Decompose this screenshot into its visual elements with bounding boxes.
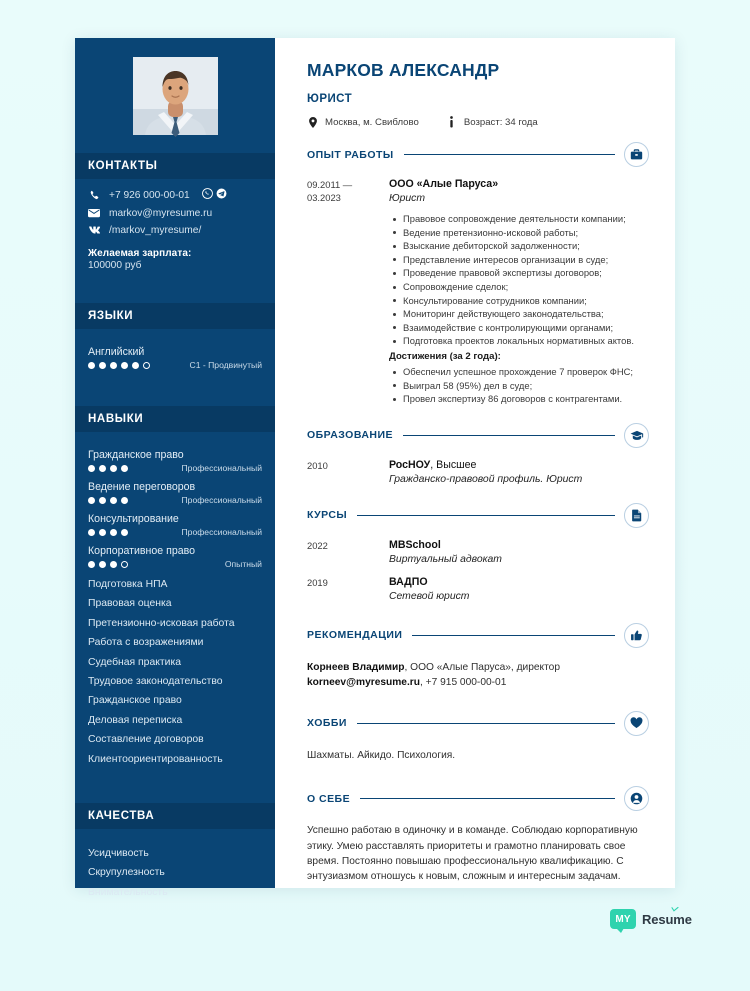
logo-mark-text: MY (615, 913, 631, 925)
rating-dots (88, 561, 128, 568)
skill-level: Профессиональный (181, 527, 262, 537)
rating-dot-filled (110, 465, 117, 472)
list-item: Подготовка НПА (88, 579, 168, 590)
contact-phone-value: +7 926 000-00-01 (109, 189, 190, 201)
rating-dot-filled (99, 465, 106, 472)
section-title-experience: ОПЫТ РАБОТЫ (307, 148, 394, 161)
experience-bullets (389, 212, 649, 348)
skill-rating-row (88, 463, 262, 473)
check-tick-icon (671, 907, 679, 913)
course-body (389, 576, 649, 602)
skill-rated-item (88, 449, 262, 473)
course-entry (307, 576, 649, 602)
avatar (133, 57, 218, 135)
rating-dot-filled (88, 529, 95, 536)
vk-icon (88, 224, 100, 236)
recommendation-person-name: Корнеев Владимир (307, 661, 405, 673)
sidebar-section-header-qualities (75, 803, 275, 829)
section-rule (404, 154, 615, 155)
courses-list (307, 539, 649, 602)
course-body (389, 539, 649, 565)
section-header-hobby (307, 711, 649, 736)
heart-icon (624, 711, 649, 736)
meta-row (307, 116, 649, 128)
logo-word (642, 912, 692, 927)
skill-rating-row (88, 559, 262, 569)
hobby-text: Шахматы. Айкидо. Психология. (307, 749, 456, 761)
contact-email[interactable] (88, 207, 262, 219)
job-role: ЮРИСТ (307, 93, 353, 105)
course-program: Сетевой юрист (389, 590, 470, 602)
rating-dot-filled (121, 465, 128, 472)
main-content (275, 38, 675, 888)
section-rule (403, 435, 615, 436)
list-item: Судебная практика (88, 656, 182, 668)
list-item: Клиентоориентированность (88, 753, 223, 765)
experience-body (389, 178, 649, 406)
section-rule (357, 723, 615, 724)
contacts-body (75, 179, 275, 285)
contact-phone[interactable] (88, 188, 262, 202)
list-item: Гражданское право (88, 695, 182, 707)
briefcase-icon (624, 142, 649, 167)
skill-level: Опытный (224, 559, 262, 569)
experience-position: Юрист (389, 193, 426, 204)
list-item: Трудовое законодательство (88, 676, 223, 688)
achievements-title: Достижения (за 2 года): (389, 350, 501, 362)
bullet-item: Правовое сопровождение деятельности компании; (392, 212, 649, 226)
bullet-item: Обеспечил успешное прохождение 7 проверок ФНС; (392, 365, 649, 379)
rating-dot-filled (110, 561, 117, 568)
rating-dot-filled (99, 529, 106, 536)
list-item: Работа с возражениями (88, 637, 204, 649)
rating-dot-empty (121, 561, 128, 568)
envelope-icon (88, 207, 100, 219)
recommendation-contact[interactable] (307, 675, 649, 690)
section-rule (357, 515, 615, 516)
rating-dot-filled (88, 561, 95, 568)
section-header-courses (307, 503, 649, 528)
skill-name: Корпоративное право (88, 545, 196, 557)
skill-rated-item (88, 545, 262, 569)
list-item: Претензионно-исковая работа (88, 617, 235, 629)
skill-rating-row (88, 495, 262, 505)
qualities-body (75, 829, 275, 902)
graduation-cap-icon (624, 423, 649, 448)
telegram-icon[interactable] (216, 188, 227, 202)
skill-level: Профессиональный (181, 495, 262, 505)
rating-dot-filled (121, 497, 128, 504)
whatsapp-icon[interactable] (202, 188, 213, 202)
skills-body (75, 432, 275, 785)
bullet-item: Выиграл 58 (95%) дел в суде; (392, 379, 649, 393)
languages-body (75, 329, 275, 388)
rating-dot-filled (110, 362, 117, 369)
sidebar-section-header-languages (75, 303, 275, 329)
bullet-item: Представление интересов организации в суде; (392, 253, 649, 267)
myresume-logo[interactable] (610, 909, 692, 929)
section-header-experience (307, 142, 649, 167)
logo-mark-icon (610, 909, 636, 929)
course-date: 2022 (307, 539, 328, 551)
list-item: Усидчивость (88, 848, 149, 860)
sidebar-section-title-contacts: КОНТАКТЫ (88, 160, 158, 172)
education-profile: Гражданско-правовой профиль. Юрист (389, 473, 583, 485)
list-item: Правовая оценка (88, 598, 172, 610)
resume-card (75, 38, 675, 898)
section-title-hobby: ХОББИ (307, 717, 347, 730)
section-title-education: ОБРАЗОВАНИЕ (307, 429, 393, 442)
section-title-recommendations: РЕКОМЕНДАЦИИ (307, 629, 403, 642)
course-organization: MBSchool (389, 538, 441, 551)
bullet-item: Консультирование сотрудников компании; (392, 294, 649, 308)
rating-dot-filled (88, 497, 95, 504)
bullet-item: Сопровождение сделок; (392, 280, 649, 294)
skills-rated-list (88, 449, 262, 569)
bullet-item: Мониторинг действующего законодательства; (392, 307, 649, 321)
spacer (88, 271, 262, 285)
section-title-about: О СЕБЕ (307, 792, 351, 805)
rating-dot-filled (121, 529, 128, 536)
recommendation-phone: , +7 915 000-00-01 (420, 676, 507, 688)
skill-name: Консультирование (88, 513, 179, 525)
sidebar-section-title-skills: НАВЫКИ (88, 413, 144, 425)
salary-value: 100000 руб (88, 260, 142, 271)
rating-dots (88, 362, 150, 369)
list-item: Составление договоров (88, 734, 204, 746)
rating-dots (88, 497, 128, 504)
date-from: 09.2011 — (307, 179, 353, 190)
experience-organization: ООО «Алые Паруса» (389, 178, 499, 190)
sidebar (75, 38, 275, 898)
section-rule (412, 635, 615, 636)
section-header-about (307, 786, 649, 811)
rating-dots (88, 465, 128, 472)
contact-vk[interactable] (88, 224, 262, 236)
bullet-item: Провел экспертизу 86 договоров с контрагентами. (392, 392, 649, 406)
skill-rated-item (88, 513, 262, 537)
language-name: Английский (88, 346, 145, 358)
rating-dots (88, 529, 128, 536)
location-pin-icon (307, 116, 318, 128)
rating-dot-filled (110, 497, 117, 504)
education-organization (389, 459, 649, 471)
list-item: Внимательность (88, 886, 168, 898)
bullet-item: Взыскание дебиторской задолженности; (392, 239, 649, 253)
experience-date (307, 178, 389, 406)
section-rule (360, 798, 615, 799)
recommendation-person-role: , ООО «Алые Паруса», директор (404, 661, 561, 673)
qualities-list (88, 844, 262, 902)
recommendation-person (307, 660, 649, 675)
course-program: Виртуальный адвокат (389, 553, 502, 565)
education-org-degree: , Высшее (430, 458, 477, 471)
rating-dot-filled (99, 497, 106, 504)
contact-email-value: markov@myresume.ru (109, 207, 213, 219)
achievements-bullets (389, 365, 649, 406)
bullet-item: Взаимодействие с контролирующими органами; (392, 321, 649, 335)
education-org-name: РосНОУ (389, 458, 431, 471)
bullet-item: Ведение претензионно-исковой работы; (392, 226, 649, 240)
rating-dot-filled (110, 529, 117, 536)
person-icon (624, 786, 649, 811)
course-date: 2019 (307, 576, 328, 588)
language-level: C1 - Продвинутый (189, 360, 262, 370)
rating-dot-filled (132, 362, 139, 369)
page-title: МАРКОВ АЛЕКСАНДР (307, 60, 500, 80)
section-title-courses: КУРСЫ (307, 509, 348, 522)
recommendation-email[interactable]: korneev@myresume.ru (307, 676, 420, 688)
skill-level: Профессиональный (181, 463, 262, 473)
rating-dot-empty (143, 362, 150, 369)
rating-dot-filled (88, 465, 95, 472)
sidebar-section-title-languages: ЯЗЫКИ (88, 310, 134, 322)
recommendation-block (307, 660, 649, 690)
education-date: 2010 (307, 459, 328, 471)
experience-entry (307, 178, 649, 406)
rating-dot-filled (99, 362, 106, 369)
contact-vk-value: /markov_myresume/ (109, 224, 202, 236)
skill-name: Ведение переговоров (88, 481, 196, 493)
list-item: Деловая переписка (88, 714, 183, 726)
date-to: 03.2023 (307, 192, 341, 203)
education-entry (307, 459, 649, 485)
bullet-item: Подготовка проектов локальных нормативных актов. (392, 334, 649, 348)
thumbs-up-icon (624, 623, 649, 648)
language-item (88, 346, 262, 370)
salary-label: Желаемая зарплата: (88, 248, 192, 259)
skill-rated-item (88, 481, 262, 505)
education-body (389, 459, 649, 485)
course-organization: ВАДПО (389, 575, 428, 588)
section-header-recommendations (307, 623, 649, 648)
sidebar-section-title-qualities: КАЧЕСТВА (88, 810, 155, 823)
bullet-item: Проведение правовой экспертизы договоров; (392, 266, 649, 280)
sidebar-section-header-contacts (75, 153, 275, 179)
rating-dot-filled (121, 362, 128, 369)
logo-word-text: Resume (642, 911, 692, 927)
list-item: Скрупулезность (88, 867, 165, 879)
phone-icon (88, 189, 100, 201)
rating-dot-filled (99, 561, 106, 568)
language-rating-row (88, 360, 262, 370)
skill-rating-row (88, 527, 262, 537)
about-text: Успешно работаю в одиночку и в команде. Соблюдаю корпоративную этику. Умею расставлять приоритеты и грамотно планировать свое время. Постоянно повышаю профессиональную квалификацию. С энтузиазмом отношусь к новым, сложным и интересным задачам. (307, 825, 638, 883)
course-entry (307, 539, 649, 565)
messenger-badges (202, 188, 227, 202)
skill-name: Гражданское право (88, 449, 184, 461)
document-icon (624, 503, 649, 528)
info-icon (446, 116, 457, 128)
rating-dot-filled (88, 362, 95, 369)
sidebar-section-header-skills (75, 406, 275, 432)
section-header-education (307, 423, 649, 448)
age-text: Возраст: 34 года (463, 116, 538, 128)
skills-plain-list (88, 575, 262, 769)
location-text: Москва, м. Свиблово (325, 116, 419, 128)
